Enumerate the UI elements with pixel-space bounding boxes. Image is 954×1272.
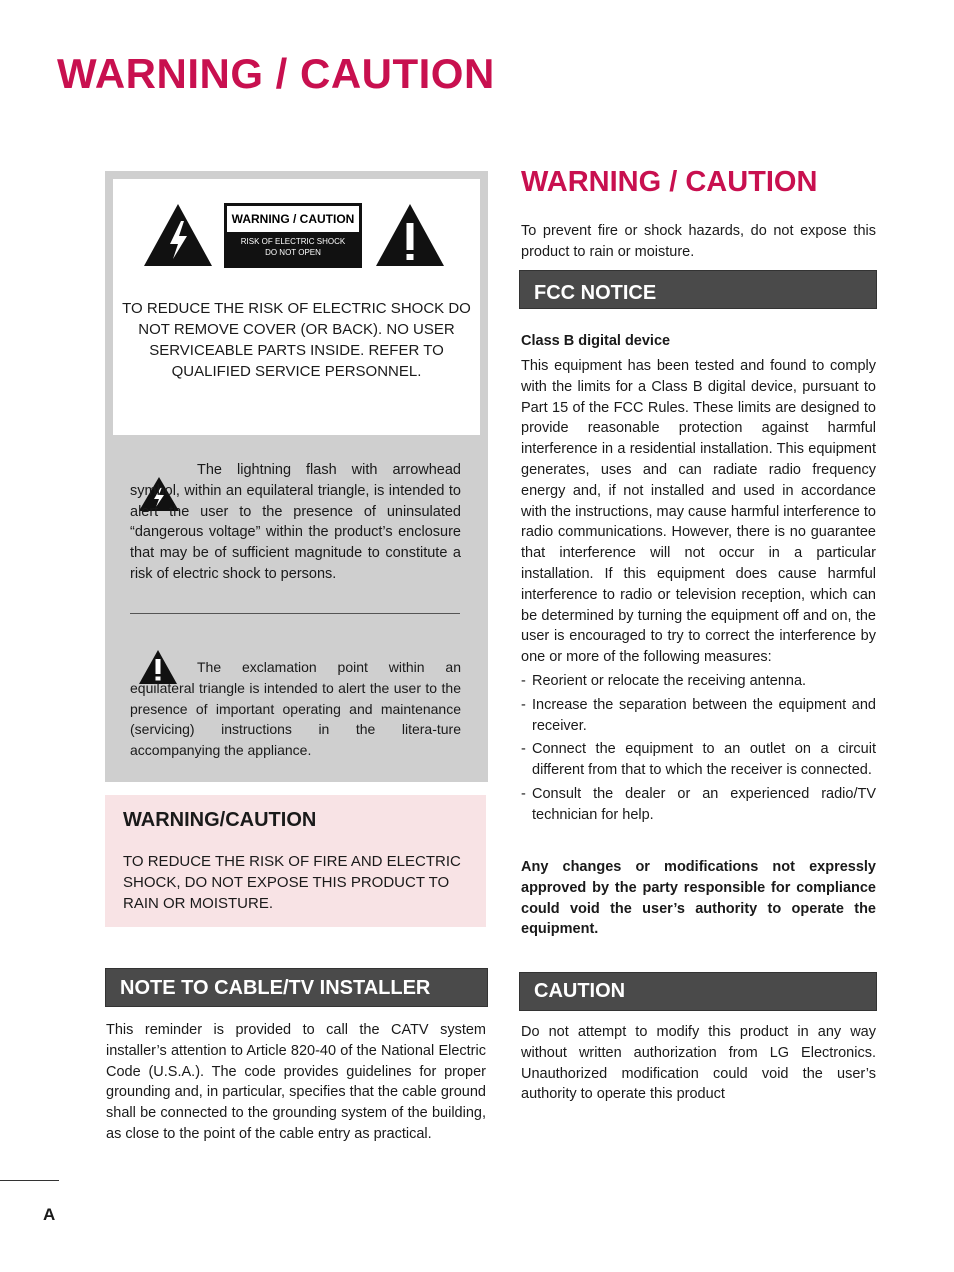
page-number: A — [43, 1205, 56, 1224]
fcc-modification-note: Any changes or modifications not expressly approved by the party responsible for compliance could void the user’s authority to operate the equipment. — [521, 859, 876, 938]
hazard-intro-text: To prevent fire or shock hazards, do not expose this product to rain or moisture. — [521, 223, 876, 260]
exclamation-triangle-icon — [375, 203, 445, 267]
fcc-title: FCC NOTICE — [534, 282, 657, 304]
caution-text: Do not attempt to modify this product in any way without written authorization from LG Electronics. Unauthorized modification could void the user’s authority to operate this product — [521, 1024, 876, 1103]
caution-title: CAUTION — [534, 980, 626, 1002]
installer-text: This reminder is provided to call the CATV system installer’s attention to Article 820-40 of the National Electric Code (U.S.A.). The code provides guidelines for proper grounding and, in particular, specifies that the cable ground shall be connected to the grounding system of the building, as close to the point of the cable entry as practical. — [106, 1022, 486, 1142]
installer-section-header — [105, 968, 488, 1007]
page-title: WARNING / CAUTION — [57, 50, 495, 97]
panel-divider — [130, 613, 460, 614]
label-subtext — [227, 236, 359, 258]
installer-title: NOTE TO CABLE/TV INSTALLER — [120, 977, 431, 999]
label-title: WARNING / CAUTION — [227, 206, 359, 232]
lightning-triangle-icon — [143, 203, 213, 267]
fcc-section-header — [519, 270, 877, 309]
fcc-subtitle: Class B digital device — [521, 333, 671, 349]
warning-caution-label — [224, 203, 362, 268]
section-title: WARNING / CAUTION — [521, 166, 818, 198]
shock-warning-text: TO REDUCE THE RISK OF ELECTRIC SHOCK DO NOT REMOVE COVER (OR BACK). NO USER SERVICEABLE PARTS INSIDE. REFER TO QUALIFIED SERVICE PERSONNEL. — [122, 300, 471, 380]
list-item: - Increase the separation between the equipment and receiver. — [521, 695, 876, 737]
fire-warning-title: WARNING/CAUTION — [123, 809, 317, 831]
lightning-symbol-description: The lightning flash with arrowhead symbol, within an equilateral triangle, is intended to alert the user to the presence of uninsulated “dangerous voltage” within the product’s enclosure that may be of sufficient magnitude to constitute a risk of electric shock to persons. — [130, 462, 461, 582]
caution-section-header — [519, 972, 877, 1011]
footer-rule — [0, 1180, 59, 1181]
label-line-1: RISK OF ELECTRIC SHOCK — [240, 237, 346, 246]
list-item: - Reorient or relocate the receiving antenna. — [521, 671, 876, 692]
fcc-text: This equipment has been tested and found to comply with the limits for a Class B digital device, pursuant to Part 15 of the FCC Rules. These limits are designed to provide reasonable protection against harmful interference in a residential installation. This equipment generates, uses and can radiate radio frequency energy and, if not installed and used in accordance with the instructions, may cause harmful interference to radio communications. However, there is no guarantee that interference will not occur in a particular installation. If this equipment does cause harmful interference to radio or television reception, which can be determined by turning the equipment off and on, the user is encouraged to try to correct the interference by one or more of the following measures: — [521, 358, 876, 666]
label-line-2: DO NOT OPEN — [265, 248, 321, 257]
fire-warning-text: TO REDUCE THE RISK OF FIRE AND ELECTRIC SHOCK, DO NOT EXPOSE THIS PRODUCT TO RAIN OR MOISTURE. — [123, 853, 461, 912]
list-item: - Connect the equipment to an outlet on a circuit different from that to which the receiver is connected. — [521, 739, 876, 781]
fcc-measures-list — [521, 671, 876, 829]
list-item: - Consult the dealer or an experienced radio/TV technician for help. — [521, 784, 876, 826]
exclamation-symbol-description: The exclamation point within an equilateral triangle is intended to alert the user to the presence of important operating and maintenance (servicing) instructions in the litera-ture accompanying the appliance. — [130, 659, 461, 759]
